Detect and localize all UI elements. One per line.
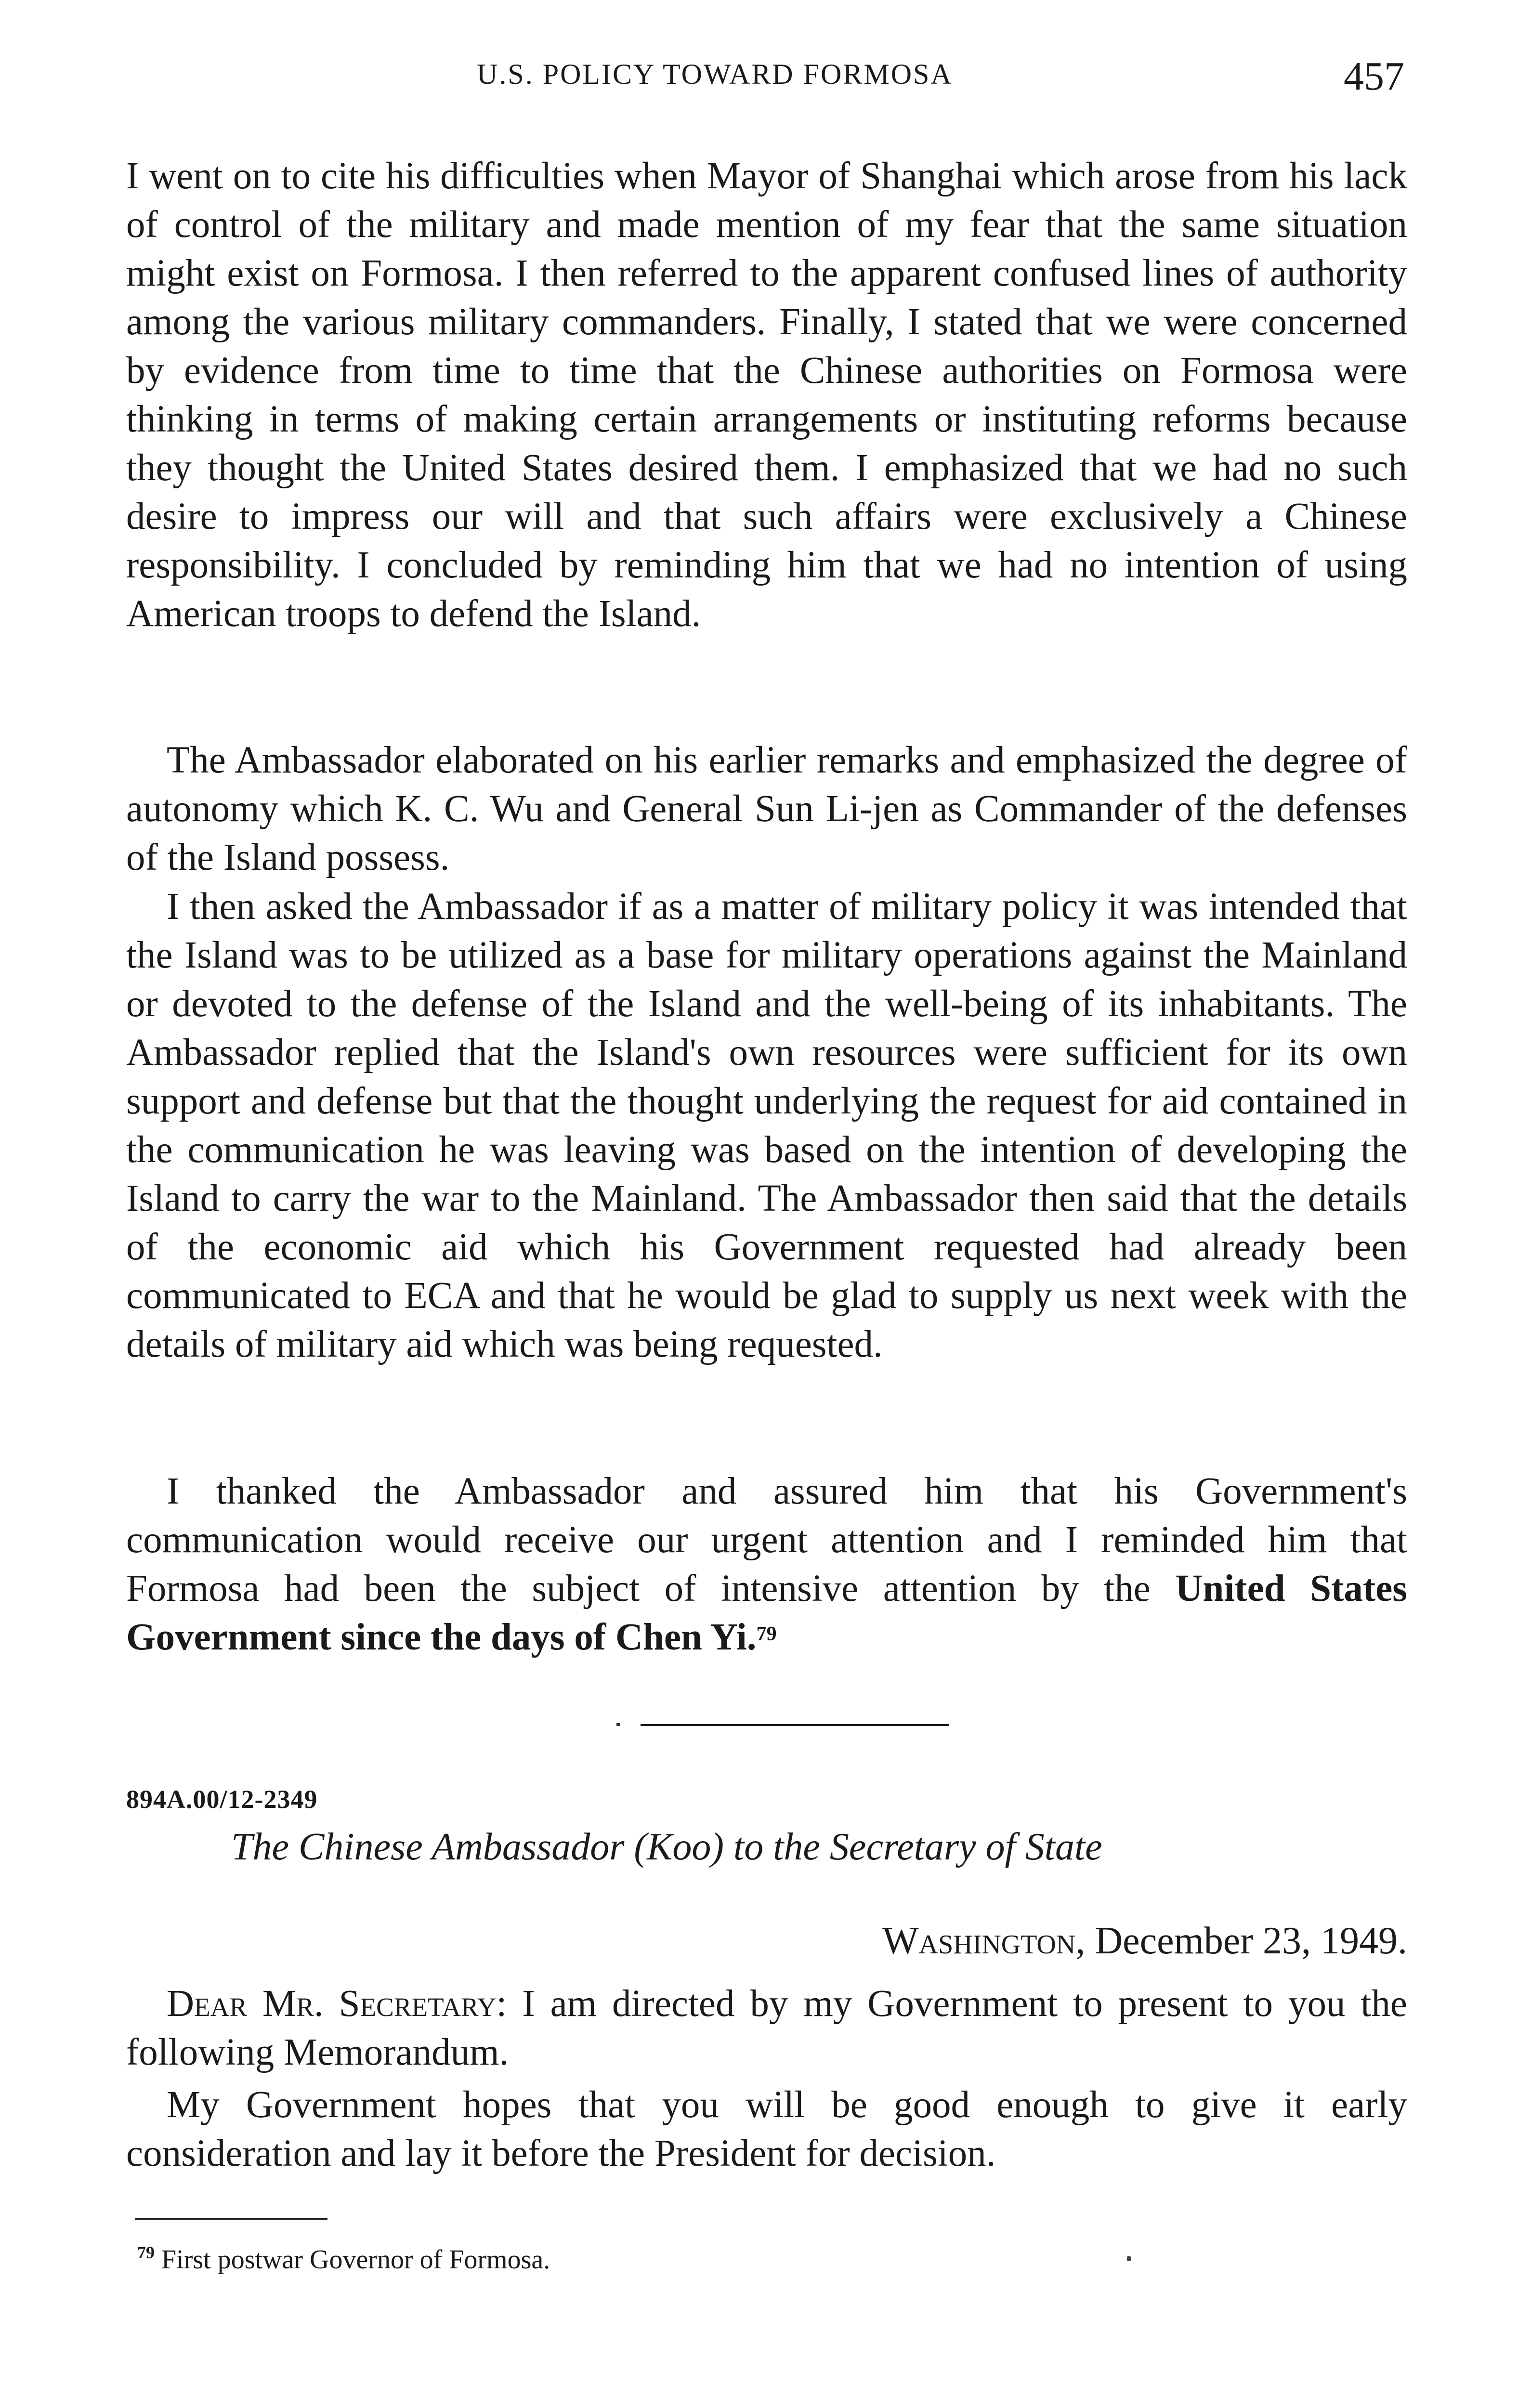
paragraph-military-policy: I then asked the Ambassador if as a matter of military policy it was intended that the Island was to be utilized as a base for military operations against the Mainland or devoted to the defense of the Island and the well-being of its inhabitants. The Ambassador replied that the Island's own resources were sufficient for its own support and defense but that the thought underlying the request for aid contained in the communication he was leaving was based on the intention of developing the Island to carry the war to the Mainland. The Ambassador then said that the details of the economic aid which his Government requested had already been communicated to ECA and that he would be glad to supply us next week with the details of military aid which was being requested. [126, 886, 1407, 1365]
file-number: 894A.00/12-2349 [126, 1785, 318, 1814]
paragraph-autonomy: The Ambassador elaborated on his earlier remarks and emphasized the degree of autonomy which K. C. Wu and General Sun Li-jen as Commander of the defenses of the Island possess. [126, 739, 1407, 878]
closing-text-start: I thanked the Ambassador and assured him that his Government's communication would receive our urgent attention and I reminded him that Formosa had been the subject of intensive attention by the [126, 1470, 1407, 1610]
footnote [137, 2244, 550, 2275]
document-title: The Chinese Ambassador (Koo) to the Secretary of State [231, 1826, 1102, 1868]
dateline-date: , December 23, 1949. [1075, 1920, 1407, 1962]
footnote-rule [135, 2218, 327, 2220]
salutation-text: : I am directed by my Government to present to you the following Memorandum. [126, 1983, 1407, 2073]
running-head: U.S. POLICY TOWARD FORMOSA [477, 58, 953, 90]
footnote-text: First postwar Governor of Formosa. [155, 2245, 550, 2275]
dateline [882, 1919, 1407, 1963]
footnote-number: 79 [137, 2243, 155, 2262]
closing-text-end: United States Government since the days of Chen Yi. [126, 1568, 1408, 1658]
separator-mark [616, 1723, 620, 1726]
footnote-reference: 79 [756, 1623, 777, 1645]
salutation: Dear Mr. Secretary [167, 1983, 497, 2025]
dateline-place: Washington [882, 1920, 1076, 1962]
paragraph-closing [126, 1467, 1407, 1662]
page-number: 457 [1344, 54, 1404, 99]
section-separator-rule [641, 1724, 949, 1726]
salutation-paragraph [126, 1979, 1407, 2077]
letter-paragraph: My Government hopes that you will be good enough to give it early consideration and lay it before the President for decision. [126, 2084, 1407, 2174]
paragraph-difficulties: I went on to cite his difficulties when Mayor of Shanghai which arose from his lack of control of the military and made mention of my fear that the same situation might exist on Formosa. I then referred to the apparent confused lines of authority among the various military commanders. Finally, I stated that we were concerned by evidence from time to time that the Chinese authorities on Formosa were thinking in terms of making certain arrangements or instituting reforms because they thought the United States desired them. I emphasized that we had no such desire to impress our will and that such affairs were exclusively a Chinese responsibility. I concluded by reminding him that we had no intention of using American troops to defend the Island. [126, 155, 1407, 635]
stray-ink-mark [1127, 2256, 1131, 2261]
